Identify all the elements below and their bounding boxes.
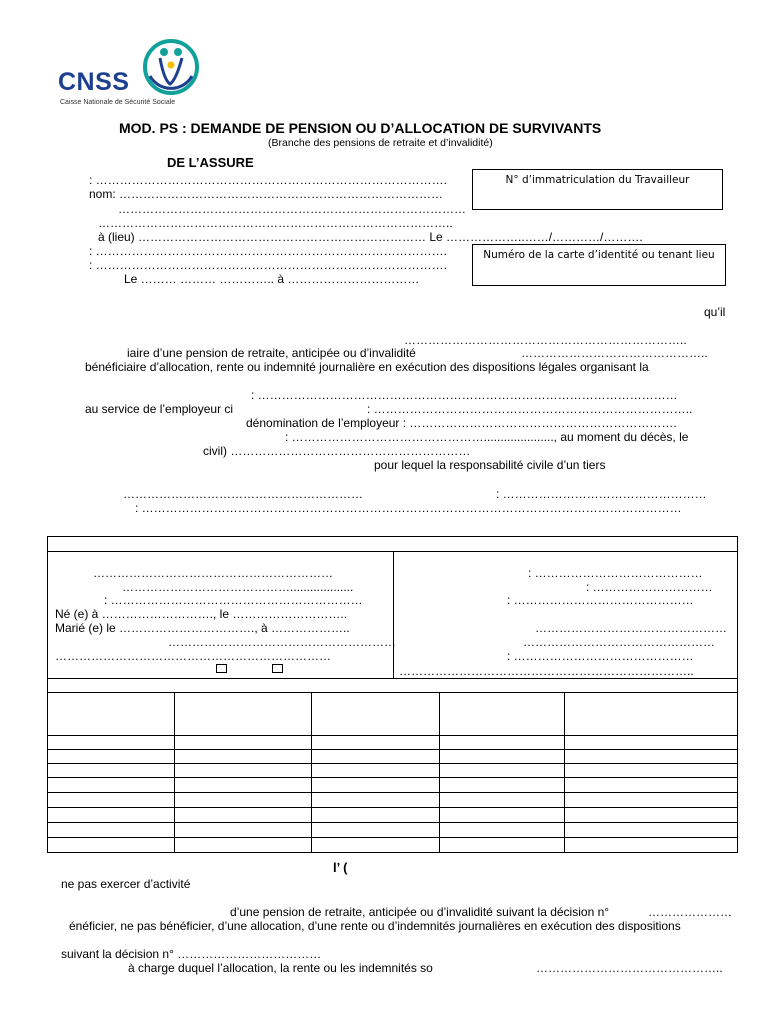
grid-column-line [564,692,565,853]
grid-row-line [47,792,738,793]
id-card-box[interactable] [472,244,726,286]
left-field-2[interactable]: ……………………………………................... [122,580,354,594]
body-line-3b: ……………………………………….. [521,346,708,360]
right-field-3[interactable]: : ……………………………………… [507,593,694,607]
left-field-3[interactable]: : ……………………………………………………… [104,593,363,607]
right-field-7[interactable]: ……………………………………………………………….. [399,664,694,678]
footer-line-3b: ………………… [648,905,732,919]
grid-row-line [47,735,738,736]
body-line-6a: au service de l’employeur ci [85,402,234,416]
cnss-logo [58,36,208,108]
grid-row-line [47,749,738,750]
body-line-12: : ……………………………………………………………………………………………………………………… [135,501,682,515]
right-field-1[interactable]: : …………………………………… [528,566,703,580]
checkbox-option-2[interactable] [272,664,283,673]
right-field-2[interactable]: : ………………………… [586,580,713,594]
form-title: MOD. PS : DEMANDE DE PENSION OU D’ALLOCATION DE SURVIVANTS [119,120,602,136]
body-line-11b: : …………………………………………… [496,487,707,501]
assure-line-1: : ……………………………………………………………………………. [89,173,448,187]
left-field-6[interactable]: ………………………………………………… [168,635,396,649]
right-field-4[interactable]: ………………………………………… [535,621,727,635]
assure-line-7: : ……………………………………………………………………………. [89,258,448,272]
frame-divider [47,692,738,693]
grid-row-line [47,807,738,808]
assure-line-8: Le ……… ……… ………….. à …………………………… [124,272,420,286]
body-qu-il: qu’il [704,305,726,319]
footer-line-3a: d’une pension de retraite, anticipée ou d’invalidité suivant la décision n° [230,905,610,919]
body-line-4: bénéficiaire d’allocation, rente ou indemnité journalière en exécution des dispositions légales organisant la [85,360,649,374]
left-field-birth[interactable]: Né (e) à ………………………., le ……………………….. [55,607,348,621]
left-field-1[interactable]: …………………………………………………… [93,566,333,580]
body-line-7: dénomination de l’employeur : …………………………………………………………. [246,416,677,430]
grid-row-line [47,777,738,778]
immatriculation-label: N° d’immatriculation du Travailleur [505,174,690,186]
right-field-5[interactable]: ………………………………………… [523,635,715,649]
grid-row-line [47,763,738,764]
logo-subtitle: Caisse Nationale de Sécurité Sociale [60,99,176,106]
footer-line-6a: à charge duquel l’allocation, la rente ou les indemnités so [128,961,433,975]
grid-column-line [174,692,175,853]
immatriculation-box[interactable] [472,169,723,210]
logo-text: CNSS [58,68,130,96]
assure-line-4: …………………………………………………………………………….. [98,216,453,230]
grid-column-line [311,692,312,853]
left-field-7[interactable]: …………………………………………………………… [55,649,331,663]
assure-line-3: …………………………………………………………………………… [118,202,466,216]
grid-column-line [439,692,440,853]
footer-line-4: énéficier, ne pas bénéficier, d’une allocation, d’une rente ou d’indemnités journalières en exécution des dispositions [69,919,681,933]
body-line-11a: …………………………………………………… [123,487,363,501]
assure-line-2: nom: ……………………………………………………………………… [89,187,444,201]
body-line-9: civil) …………………………………………………… [203,444,471,458]
assure-line-5: à (lieu) ……………………………………………………………… Le ………………..……/…………/………. [98,230,643,244]
footer-line-5: suivant la décision n° ……………………………… [61,947,322,961]
body-line-8: : …………………………………………....................., au moment du décès, le [285,430,689,444]
body-line-2: …………………………………………………………….. [404,333,687,347]
footer-line-2: ne pas exercer d’activité [61,877,191,891]
assure-line-6: : ……………………………………………………………………………. [89,244,448,258]
footer-heading: l’ ( [333,860,348,875]
section-assure: DE L’ASSURE [167,155,254,170]
checkbox-option-1[interactable] [216,664,227,673]
grid-row-line [47,822,738,823]
frame-divider [393,551,394,678]
footer-line-6b: ……………………………………….. [536,961,723,975]
body-line-6b: : …………………………………………………………………….. [367,402,693,416]
family-emblem-icon [140,36,202,98]
body-line-5: : …………………………………………………………………………………………… [251,388,678,402]
left-field-marriage[interactable]: Marié (e) le ……………………………., à ……………….. [55,621,350,635]
body-line-10: pour lequel la responsabilité civile d’un tiers [374,458,606,472]
body-line-3a: iaire d’une pension de retraite, anticipée ou d’invalidité [127,346,416,360]
grid-row-line [47,837,738,838]
id-card-label: Numéro de la carte d’identité ou tenant lieu [483,249,715,261]
form-subtitle: (Branche des pensions de retraite et d’invalidité) [268,137,493,149]
frame-divider [47,678,738,679]
right-field-6[interactable]: : ……………………………………… [507,649,694,663]
